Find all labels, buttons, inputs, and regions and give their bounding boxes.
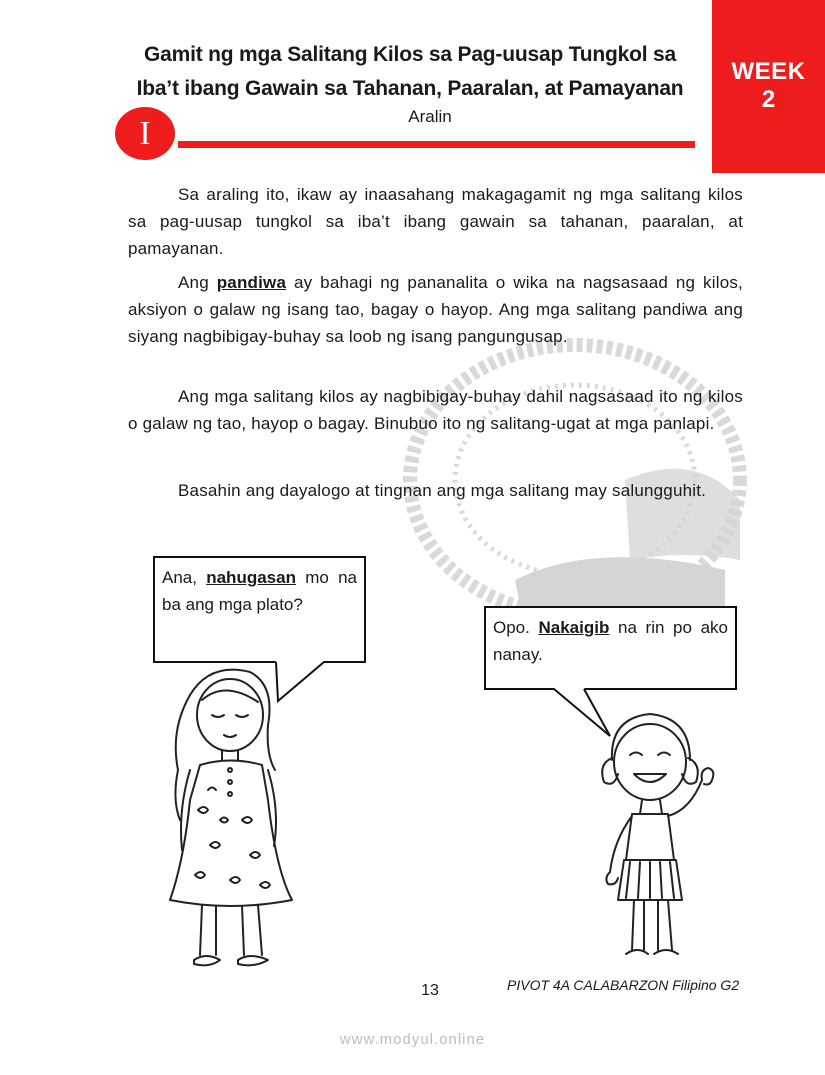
keyword-nakaigib: Nakaigib	[538, 618, 610, 637]
week-tab	[712, 0, 825, 173]
small-girl-illustration	[590, 710, 730, 970]
bubble-nanay-lead: Ana,	[162, 568, 207, 587]
paragraph-pandiwa-lead: Ang	[178, 273, 217, 292]
speech-bubble-nanay	[153, 556, 366, 663]
paragraph-instruction	[128, 477, 743, 504]
paragraph-pandiwa-text: ay bahagi ng pananalita o wika na nagsasaad ng kilos, aksiyon o galaw ng isang tao, bagay o hayop. Ang mga salitang pandiwa ang siyang nagbibigay-buhay sa loob ng isang pangungusap.	[128, 273, 743, 346]
paragraph-intro	[128, 181, 743, 262]
bubble-ana-lead: Opo.	[493, 618, 539, 637]
paragraph-instruction-text: Basahin ang dayalogo at tingnan ang mga salitang may salungguhit.	[178, 481, 707, 500]
section-divider	[178, 141, 695, 148]
page-title	[110, 38, 710, 106]
paragraph-pandiwa	[128, 269, 743, 350]
bubble-nanay-text: mo na ba ang mga plato?	[162, 568, 357, 614]
footer-label: PIVOT 4A CALABARZON Filipino G2	[507, 977, 740, 993]
section-label: Aralin	[408, 107, 452, 126]
page-title-line1: Gamit ng mga Salitang Kilos sa Pag-uusap Tungkol sa	[143, 43, 676, 66]
paragraph-intro-text: Sa araling ito, ikaw ay inaasahang makagagamit ng mga salitang kilos sa pag-uusap tungkol sa iba’t ibang gawain sa tahanan, paaralan, at pamayanan.	[128, 185, 743, 258]
page-number: 13	[421, 982, 439, 999]
site-watermark: www.modyul.online	[339, 1031, 486, 1048]
keyword-nahugasan: nahugasan	[206, 568, 296, 587]
paragraph-salitang-kilos	[128, 383, 743, 437]
speech-bubble-ana	[484, 606, 737, 690]
page-title-line2: Iba’t ibang Gawain sa Tahanan, Paaralan, at Pamayanan	[136, 77, 684, 100]
week-number: 2	[761, 86, 776, 113]
bubble-ana-text: na rin po ako nanay.	[493, 618, 728, 664]
keyword-pandiwa: pandiwa	[216, 273, 287, 292]
section-badge: I	[115, 107, 175, 160]
girl-in-dress-illustration	[150, 660, 300, 978]
paragraph-salitang-kilos-text: Ang mga salitang kilos ay nagbibigay-buhay dahil nagsasaad ito ng kilos o galaw ng tao, hayop o bagay. Binubuo ito ng salitang-ugat at mga panlapi.	[128, 387, 743, 433]
week-label: WEEK	[731, 58, 806, 85]
